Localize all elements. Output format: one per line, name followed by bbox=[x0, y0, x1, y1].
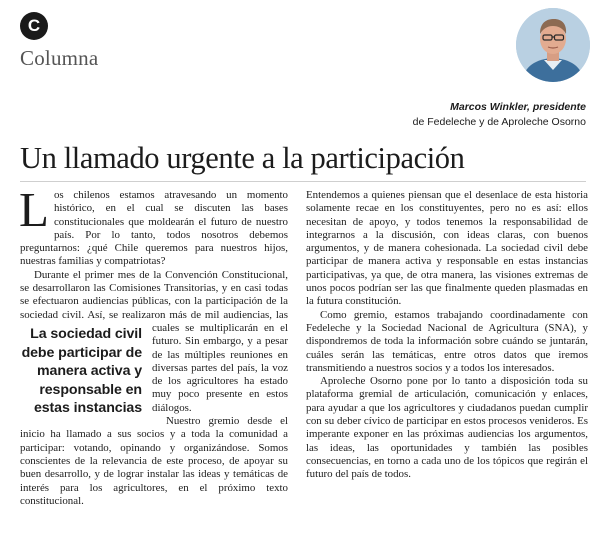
drop-cap: L bbox=[19, 182, 49, 237]
pull-quote: La sociedad civil debe participar de manera activa y responsable en estas instancias bbox=[21, 325, 142, 417]
article-paragraph: Como gremio, estamos trabajando coordinadamente con Fedeleche y la Sociedad Nacional de Agricultura (SNA), y dispondremos de toda la información sobre cuándo se juntarán, cuáles serán las temáticas, entre otros datos que iremos transmitiendo a nuestros socios y a todos los interesados. bbox=[306, 308, 588, 374]
column-badge: C bbox=[20, 12, 48, 40]
article-column-right bbox=[306, 189, 588, 482]
article-paragraph bbox=[19, 182, 288, 269]
article-paragraph: Durante el primer mes de la Convención Constitucional, se desarrollaron las Comisiones Transitorias, y en casi todas se efectuaron audiencias públicas, con la participación de la sociedad civil. Así, se realizaron más de mil audiencias, La sociedad civil debe participar de manera activa y responsable en estas instancias las cuales se multiplicarán en el futuro. Sin embargo, y a pesar de las múltiples reuniones en diversas partes del país, la voz de los agricultores ha estado muy poco presente en estos diálogos. bbox=[20, 268, 288, 417]
article-column-left bbox=[19, 182, 288, 508]
article-paragraph: Nuestro gremio desde el inicio ha llamado a sus socios y a toda la comunidad a participar: votando, opinando y organizándose. Somos conscientes de la relevancia de este proceso, de apoyar su buen desarrollo, y de lograr instalar las ideas y temáticas de interés para los agricultores, en el próximo texto constitucional. bbox=[20, 415, 288, 507]
author-portrait-icon bbox=[516, 8, 590, 82]
section-label[interactable]: Columna bbox=[20, 46, 99, 70]
author-affiliation: de Fedeleche y de Aproleche Osorno bbox=[412, 116, 586, 128]
article-headline: Un llamado urgente a la participación bbox=[20, 141, 465, 175]
headline-divider bbox=[20, 181, 586, 182]
paragraph-text: os chilenos estamos atravesando un momento histórico, en el cual se discuten las bases constitucionales que moldearán el futuro de nuestro país. Por lo tanto, todos nosotros debemos preguntarnos: ¿qué Chile queremos para nuestros hijos, nuestras familias y compatriotas? bbox=[20, 189, 288, 268]
article-paragraph: Entendemos a quienes piensan que el desenlace de esta historia solamente recae en los constituyentes, pero no es así: ellos necesitan de apoyo, y todos tenemos la responsabilidad de integrarnos a la discusión, con ideas claras, con buenos argumentos, y de manera cohesionada. La sociedad civil debe participar de manera activa y responsable en estas instancias participativas, ya que, de otra manera, las visiones extremas de unos pocos podrían ser las que finalmente queden plasmadas en la futura constitución. bbox=[306, 189, 588, 308]
article-paragraph: Aproleche Osorno pone por lo tanto a disposición toda su plataforma gremial de articulación, comunicación y enlaces, para ayudar a que los agricultores y ciudadanos puedan cumplir con su deber cívico de participar en estos procesos venideros. Es imperante exponer en las próximas audiencias los argumentos, las ideas, las oportunidades y también las posibles consecuencias, en torno a cada uno de los tópicos que regirán el futuro del país de todos. bbox=[306, 375, 588, 481]
author-byline bbox=[413, 100, 586, 130]
author-name: Marcos Winkler, presidente bbox=[450, 101, 586, 113]
